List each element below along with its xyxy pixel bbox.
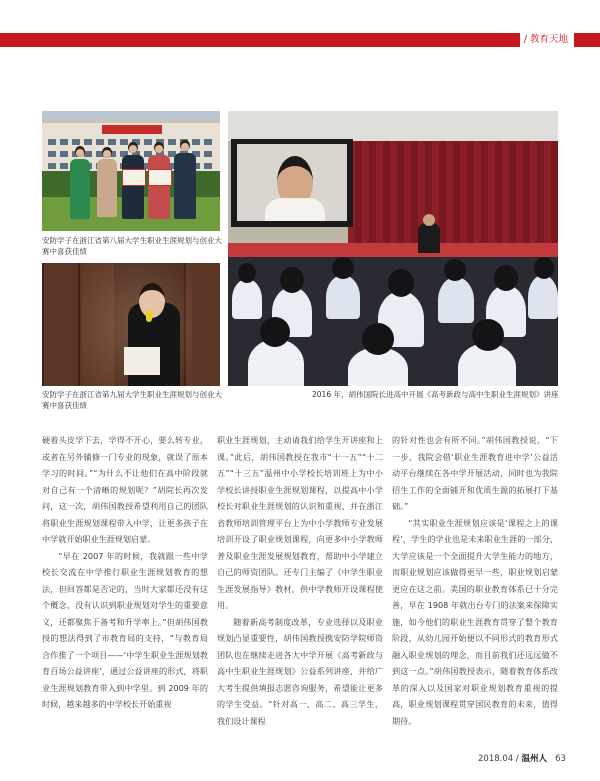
lecture-hall-photo — [228, 111, 558, 386]
projection-screen — [231, 139, 353, 227]
speaker-photo — [42, 263, 220, 386]
footer-separator: / — [515, 754, 519, 764]
paragraph: “其实职业生涯规划应该是‘课程之上的课程’，学生的学业也是未来职业生涯的一部分，大学应该是一个全面提升大学生能力的地方，而职业规划应该做得更早一些，职业规划启蒙更应在这之前。美国的职业教育体系已十分完善，早在 1908 年就出台专门的法案来保障实施，如今他们的职业生涯教育贯穿了整个教育阶段，从幼儿园开始便以不同形式的教育形式融入职业规划的理念，而目前我们还远远做不到这一点。”胡伟国教授表示，随着教育体系改革的深入以及国家对职业规划教育重视的提高，职业规划课程贯穿国民教育的未来，值得期待。 — [392, 517, 558, 726]
paragraph: 硬着头皮学下去，学得不开心，要么转专业，或者在另外辅修一门专业的现象，就误了原本学习的时间。”“为什么不让他们在高中阶段就对自己有一个清晰的规划呢？”胡院长再次发问，这一次，胡伟国教授希望利用自己的团队将职业生涯规划课程带入中学，让更多孩子在中学就开始职业生涯规划启蒙。 — [42, 435, 208, 544]
audience — [228, 257, 558, 386]
header-bar — [0, 33, 600, 47]
microphone — [146, 310, 152, 322]
award-group-photo — [42, 111, 220, 231]
certificate — [122, 169, 146, 186]
paragraph: 的针对性也会有所不同。”胡伟国教授说，“下一步，我院会借‘职业生涯教育进中学’公益活动平台继续在各中学开展活动，同时也为我院招生工作的全面铺开和优质生源的拓展打下基础。” — [392, 435, 558, 511]
magazine-name: 温州人 — [521, 754, 547, 764]
paragraph: “早在 2007 年的时候，我就跟一些中学校长交流在中学推行职业生涯规划教育的想法，但回答都是否定的，当时大家都还没有这个概念，没有认识到职业规划对学生的重要意义，还都聚焦于备考和升学率上。”但胡伟国教授的想法得到了市教育局的支持，“与教育局合作推了一个项目——‘中学生职业生涯规划教育百场公益讲座’，通过公益讲座的形式，将职业生涯规划教育带入到中学里。到 2009 年的时候，越来越多的中学校长开始重视 — [42, 550, 208, 709]
page-number: 63 — [555, 754, 566, 764]
lecturer — [418, 223, 440, 253]
photo1-caption: 安防学子在浙江省第八届大学生职业生涯规划与创业大赛中喜获佳绩 — [42, 236, 222, 256]
paragraph: 随着新高考制度改革，专业选择以及职业规划凸显重要性，胡伟国教授携安防学院师资团队也在继续走进各大中学开展《高考新政与高中生职业生涯规划》公益系列讲座，并给广大考生提供填报志愿咨询服务，希望能让更多的学生受益。“针对高一、高二、高三学生，我们设计课程 — [217, 616, 383, 726]
paragraph: 职业生涯规划，主动请我们给学生开讲座和上课。”此后，胡伟国教授在我市“十一五”“十二五”“十三五”温州中小学校长培训班上为中小学校长讲授职业生涯规划课程，以提高中小学校长对职业生涯规划的认识和重视，并在浙江省教师培训管理平台上为中小学教师专业发展培训开设了职业规划课程，向更多中小学教师普及职业生涯发展规划教育，帮助中小学建立自己的师资团队。还专门主编了《中学生职业生涯发展指导》教材，供中学教师开设课程使用。 — [217, 435, 383, 610]
page-footer — [478, 752, 566, 764]
section-label: / 教育天地 — [520, 33, 574, 47]
certificate — [148, 169, 172, 186]
issue-date: 2018.04 — [478, 754, 514, 764]
photo3-caption: 2016 年，胡伟国院长进高中开展《高考新政与高中生职业生涯规划》讲座 — [312, 390, 559, 399]
photo2-caption: 安防学子在浙江省第九届大学生职业生涯规划与创业大赛中喜获佳绩 — [42, 390, 222, 410]
article-column-3 — [392, 432, 558, 729]
article-column-2 — [217, 432, 383, 729]
article-column-1 — [42, 432, 208, 713]
